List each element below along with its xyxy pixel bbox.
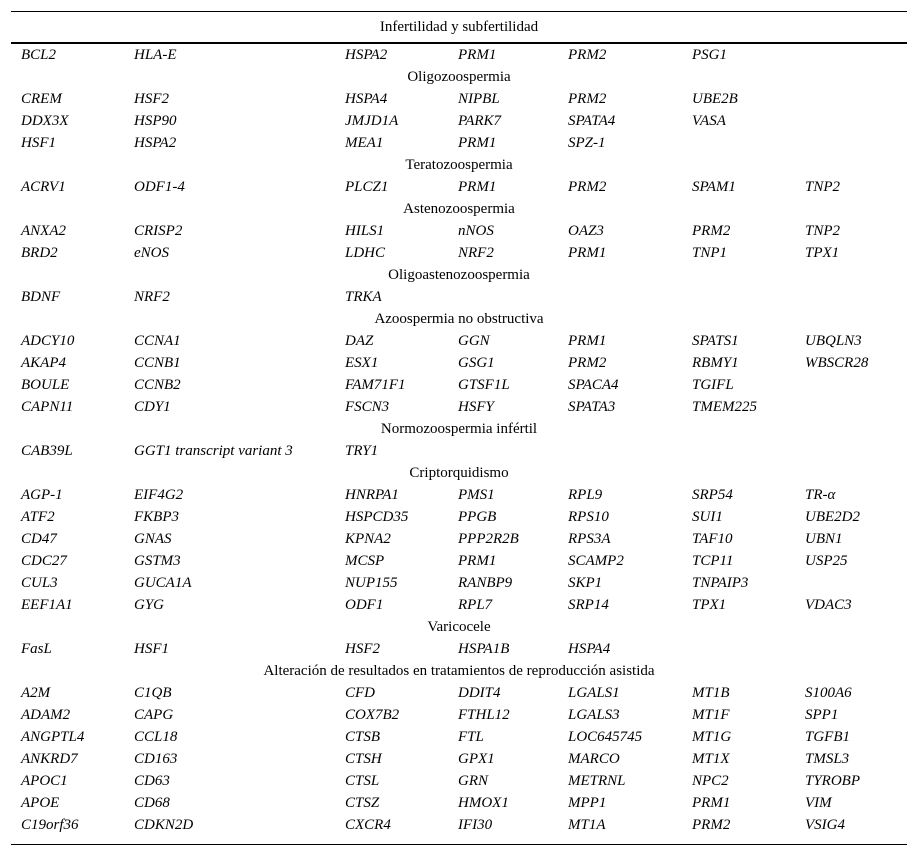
gene-cell: BCL2 <box>21 47 57 63</box>
gene-cell: SPATS1 <box>692 333 739 349</box>
gene-cell: CD47 <box>21 531 57 547</box>
gene-cell: MPP1 <box>568 795 607 811</box>
gene-cell: TNPAIP3 <box>692 575 749 591</box>
section-header: Azoospermia no obstructiva <box>374 311 544 327</box>
gene-cell: NUP155 <box>345 575 398 591</box>
gene-cell: DDIT4 <box>458 685 501 701</box>
gene-cell: PRM2 <box>568 355 607 371</box>
gene-cell: TMSL3 <box>805 751 850 767</box>
table-row <box>11 331 907 353</box>
gene-cell: CTSB <box>345 729 381 745</box>
gene-cell: TNP2 <box>805 223 841 239</box>
section-header: Astenozoospermia <box>403 201 515 217</box>
gene-cell: RPS10 <box>568 509 609 525</box>
gene-cell: GGN <box>458 333 490 349</box>
gene-cell: ACRV1 <box>21 179 66 195</box>
table-row <box>11 529 907 551</box>
gene-cell: TGIFL <box>692 377 734 393</box>
gene-cell: UBE2B <box>692 91 738 107</box>
gene-cell: IFI30 <box>458 817 493 833</box>
gene-cell: HNRPA1 <box>345 487 399 503</box>
gene-cell: GRN <box>458 773 488 789</box>
gene-cell: CD68 <box>134 795 170 811</box>
gene-cell: NIPBL <box>458 91 500 107</box>
gene-cell: PRM1 <box>458 553 497 569</box>
gene-cell: TYROBP <box>805 773 861 789</box>
gene-cell: UBQLN3 <box>805 333 862 349</box>
gene-cell: SKP1 <box>568 575 603 591</box>
gene-cell: BRD2 <box>21 245 58 261</box>
gene-cell: NPC2 <box>692 773 729 789</box>
gene-cell: RPL9 <box>568 487 603 503</box>
gene-cell: BOULE <box>21 377 70 393</box>
gene-cell: ANKRD7 <box>21 751 78 767</box>
gene-cell: COX7B2 <box>345 707 400 723</box>
table-row <box>11 375 907 397</box>
table-row <box>11 771 907 793</box>
table-row <box>11 793 907 815</box>
gene-cell: SRP14 <box>568 597 609 613</box>
gene-cell: PPGB <box>458 509 497 525</box>
gene-cell: UBN1 <box>805 531 843 547</box>
gene-cell: PARK7 <box>458 113 502 129</box>
gene-cell: CDC27 <box>21 553 67 569</box>
table-row <box>11 441 907 463</box>
gene-cell: FSCN3 <box>345 399 390 415</box>
table-title: Infertilidad y subfertilidad <box>379 19 539 35</box>
gene-cell: SPATA4 <box>568 113 616 129</box>
table-row <box>11 683 907 705</box>
gene-cell: USP25 <box>805 553 848 569</box>
gene-cell: MT1B <box>692 685 730 701</box>
gene-cell: WBSCR28 <box>805 355 869 371</box>
section-header: Criptorquidismo <box>409 465 509 481</box>
gene-cell: GGT1 transcript variant 3 <box>134 443 293 459</box>
bottom-rule <box>11 844 907 845</box>
table-row <box>11 353 907 375</box>
table-row <box>11 727 907 749</box>
gene-cell: CXCR4 <box>345 817 391 833</box>
gene-cell: MT1X <box>692 751 730 767</box>
gene-cell: CDY1 <box>134 399 171 415</box>
gene-cell: PRM2 <box>568 179 607 195</box>
gene-cell: VSIG4 <box>805 817 845 833</box>
gene-cell: VIM <box>805 795 832 811</box>
gene-cell: TRKA <box>345 289 382 305</box>
gene-cell: RPL7 <box>458 597 493 613</box>
table-row <box>11 485 907 507</box>
gene-cell: JMJD1A <box>345 113 399 129</box>
gene-cell: ESX1 <box>345 355 379 371</box>
gene-cell: MT1G <box>692 729 732 745</box>
section-header: Teratozoospermia <box>405 157 513 173</box>
gene-cell: CTSZ <box>345 795 380 811</box>
table-row <box>11 177 907 199</box>
gene-cell: GNAS <box>134 531 172 547</box>
gene-cell: SPACA4 <box>568 377 619 393</box>
gene-cell: SRP54 <box>692 487 733 503</box>
gene-cell: PRM1 <box>458 135 497 151</box>
gene-cell: TRY1 <box>345 443 379 459</box>
gene-cell: CCNA1 <box>134 333 181 349</box>
gene-cell: PRM2 <box>568 91 607 107</box>
table-row <box>11 573 907 595</box>
gene-cell: PLCZ1 <box>345 179 389 195</box>
gene-cell: ADAM2 <box>21 707 71 723</box>
section-header: Alteración de resultados en tratamientos de reproducción asistida <box>263 663 655 679</box>
gene-cell: ODF1 <box>345 597 384 613</box>
table-row <box>11 507 907 529</box>
gene-cell: LGALS3 <box>568 707 620 723</box>
gene-cell: MT1F <box>692 707 730 723</box>
gene-cell: APOC1 <box>21 773 68 789</box>
gene-cell: FTL <box>458 729 484 745</box>
gene-cell: RPS3A <box>568 531 611 547</box>
gene-cell: CTSH <box>345 751 382 767</box>
gene-cell: TPX1 <box>692 597 727 613</box>
gene-cell: EIF4G2 <box>134 487 184 503</box>
gene-cell: RBMY1 <box>692 355 739 371</box>
gene-cell: CTSL <box>345 773 380 789</box>
table-row <box>11 815 907 837</box>
table-row <box>11 133 907 155</box>
section-header: Varicocele <box>427 619 491 635</box>
gene-cell: TGFB1 <box>805 729 850 745</box>
gene-cell: CREM <box>21 91 62 107</box>
gene-cell: MEA1 <box>345 135 384 151</box>
gene-cell: HSF2 <box>134 91 169 107</box>
section-header: Oligoastenozoospermia <box>388 267 530 283</box>
gene-cell: CCL18 <box>134 729 178 745</box>
gene-cell: KPNA2 <box>345 531 391 547</box>
gene-cell: PRM1 <box>458 47 497 63</box>
gene-cell: GTSF1L <box>458 377 510 393</box>
section-header: Normozoospermia infértil <box>380 421 538 437</box>
gene-cell: UBE2D2 <box>805 509 860 525</box>
gene-cell: NRF2 <box>458 245 494 261</box>
gene-cell: GSTM3 <box>134 553 181 569</box>
gene-cell: SPAM1 <box>692 179 736 195</box>
gene-cell: PPP2R2B <box>458 531 519 547</box>
gene-cell: APOE <box>21 795 60 811</box>
gene-cell: PRM1 <box>458 179 497 195</box>
gene-cell: SPP1 <box>805 707 839 723</box>
gene-cell: HSF1 <box>21 135 56 151</box>
gene-cell: GYG <box>134 597 165 613</box>
gene-cell: BDNF <box>21 289 61 305</box>
gene-cell: AGP-1 <box>21 487 63 503</box>
gene-cell: SPATA3 <box>568 399 616 415</box>
gene-cell: LDHC <box>345 245 386 261</box>
gene-cell: METRNL <box>568 773 626 789</box>
gene-cell: HSF2 <box>345 641 380 657</box>
gene-cell: PRM1 <box>568 245 607 261</box>
gene-cell: HSF1 <box>134 641 169 657</box>
gene-cell: TMEM225 <box>692 399 757 415</box>
gene-cell: TCP11 <box>692 553 734 569</box>
gene-cell: HSPA4 <box>345 91 388 107</box>
gene-cell: CD163 <box>134 751 178 767</box>
table-row <box>11 551 907 573</box>
gene-cell: HLA-E <box>134 47 177 63</box>
gene-cell: S100A6 <box>805 685 852 701</box>
gene-cell: ANXA2 <box>21 223 66 239</box>
table-row <box>11 89 907 111</box>
gene-cell: ANGPTL4 <box>21 729 85 745</box>
gene-cell: nNOS <box>458 223 494 239</box>
gene-cell: PRM2 <box>568 47 607 63</box>
gene-cell: EEF1A1 <box>21 597 73 613</box>
table-row <box>11 749 907 771</box>
gene-cell: PMS1 <box>458 487 495 503</box>
gene-cell: VASA <box>692 113 726 129</box>
table-row <box>11 595 907 617</box>
gene-cell: eNOS <box>134 245 169 261</box>
gene-cell: PSG1 <box>692 47 727 63</box>
gene-cell: GUCA1A <box>134 575 192 591</box>
gene-cell: CCNB2 <box>134 377 181 393</box>
gene-cell: FAM71F1 <box>345 377 406 393</box>
gene-cell: LOC645745 <box>568 729 643 745</box>
gene-cell: ATF2 <box>21 509 55 525</box>
gene-cell: FTHL12 <box>458 707 510 723</box>
table-row <box>11 45 907 67</box>
gene-cell: MARCO <box>568 751 620 767</box>
gene-cell: ADCY10 <box>21 333 75 349</box>
gene-cell: CAPN11 <box>21 399 74 415</box>
table-row <box>11 397 907 419</box>
gene-cell: MT1A <box>568 817 606 833</box>
gene-cell: TAF10 <box>692 531 733 547</box>
gene-cell: C19orf36 <box>21 817 79 833</box>
gene-cell: C1QB <box>134 685 172 701</box>
section-header: Oligozoospermia <box>407 69 511 85</box>
gene-cell: MCSP <box>345 553 385 569</box>
gene-cell: DAZ <box>345 333 374 349</box>
gene-cell: DDX3X <box>21 113 69 129</box>
gene-cell: NRF2 <box>134 289 170 305</box>
gene-cell: GSG1 <box>458 355 495 371</box>
gene-cell: VDAC3 <box>805 597 852 613</box>
gene-cell: CDKN2D <box>134 817 194 833</box>
gene-cell: TNP2 <box>805 179 841 195</box>
gene-cell: GPX1 <box>458 751 495 767</box>
gene-cell: HSPA2 <box>134 135 177 151</box>
gene-cell: RANBP9 <box>458 575 513 591</box>
gene-cell: CFD <box>345 685 375 701</box>
gene-cell: FKBP3 <box>134 509 179 525</box>
gene-cell: PRM2 <box>692 817 731 833</box>
gene-cell: CAPG <box>134 707 174 723</box>
table-row <box>11 705 907 727</box>
gene-cell: HSPA1B <box>458 641 510 657</box>
gene-cell: CCNB1 <box>134 355 181 371</box>
gene-cell: AKAP4 <box>21 355 66 371</box>
gene-cell: TR-α <box>805 487 836 503</box>
gene-cell: FasL <box>21 641 52 657</box>
gene-cell: TNP1 <box>692 245 728 261</box>
top-rule <box>11 11 907 12</box>
gene-cell: A2M <box>21 685 51 701</box>
table-row <box>11 243 907 265</box>
header-rule <box>11 42 907 44</box>
table-row <box>11 111 907 133</box>
gene-cell: SPZ-1 <box>568 135 606 151</box>
gene-cell: SCAMP2 <box>568 553 624 569</box>
table-row <box>11 221 907 243</box>
gene-cell: HMOX1 <box>458 795 509 811</box>
gene-cell: CUL3 <box>21 575 58 591</box>
gene-cell: CAB39L <box>21 443 73 459</box>
table-row <box>11 287 907 309</box>
gene-cell: TPX1 <box>805 245 840 261</box>
gene-cell: HSP90 <box>134 113 177 129</box>
gene-cell: HSPA4 <box>568 641 611 657</box>
gene-cell: PRM1 <box>568 333 607 349</box>
gene-cell: ODF1-4 <box>134 179 185 195</box>
gene-cell: CD63 <box>134 773 170 789</box>
gene-cell: OAZ3 <box>568 223 604 239</box>
gene-cell: HSFY <box>458 399 494 415</box>
gene-cell: HILS1 <box>345 223 385 239</box>
gene-cell: PRM1 <box>692 795 731 811</box>
gene-cell: CRISP2 <box>134 223 183 239</box>
table-row <box>11 639 907 661</box>
gene-cell: LGALS1 <box>568 685 620 701</box>
gene-cell: HSPA2 <box>345 47 388 63</box>
gene-cell: HSPCD35 <box>345 509 409 525</box>
gene-cell: PRM2 <box>692 223 731 239</box>
gene-cell: SUI1 <box>692 509 723 525</box>
